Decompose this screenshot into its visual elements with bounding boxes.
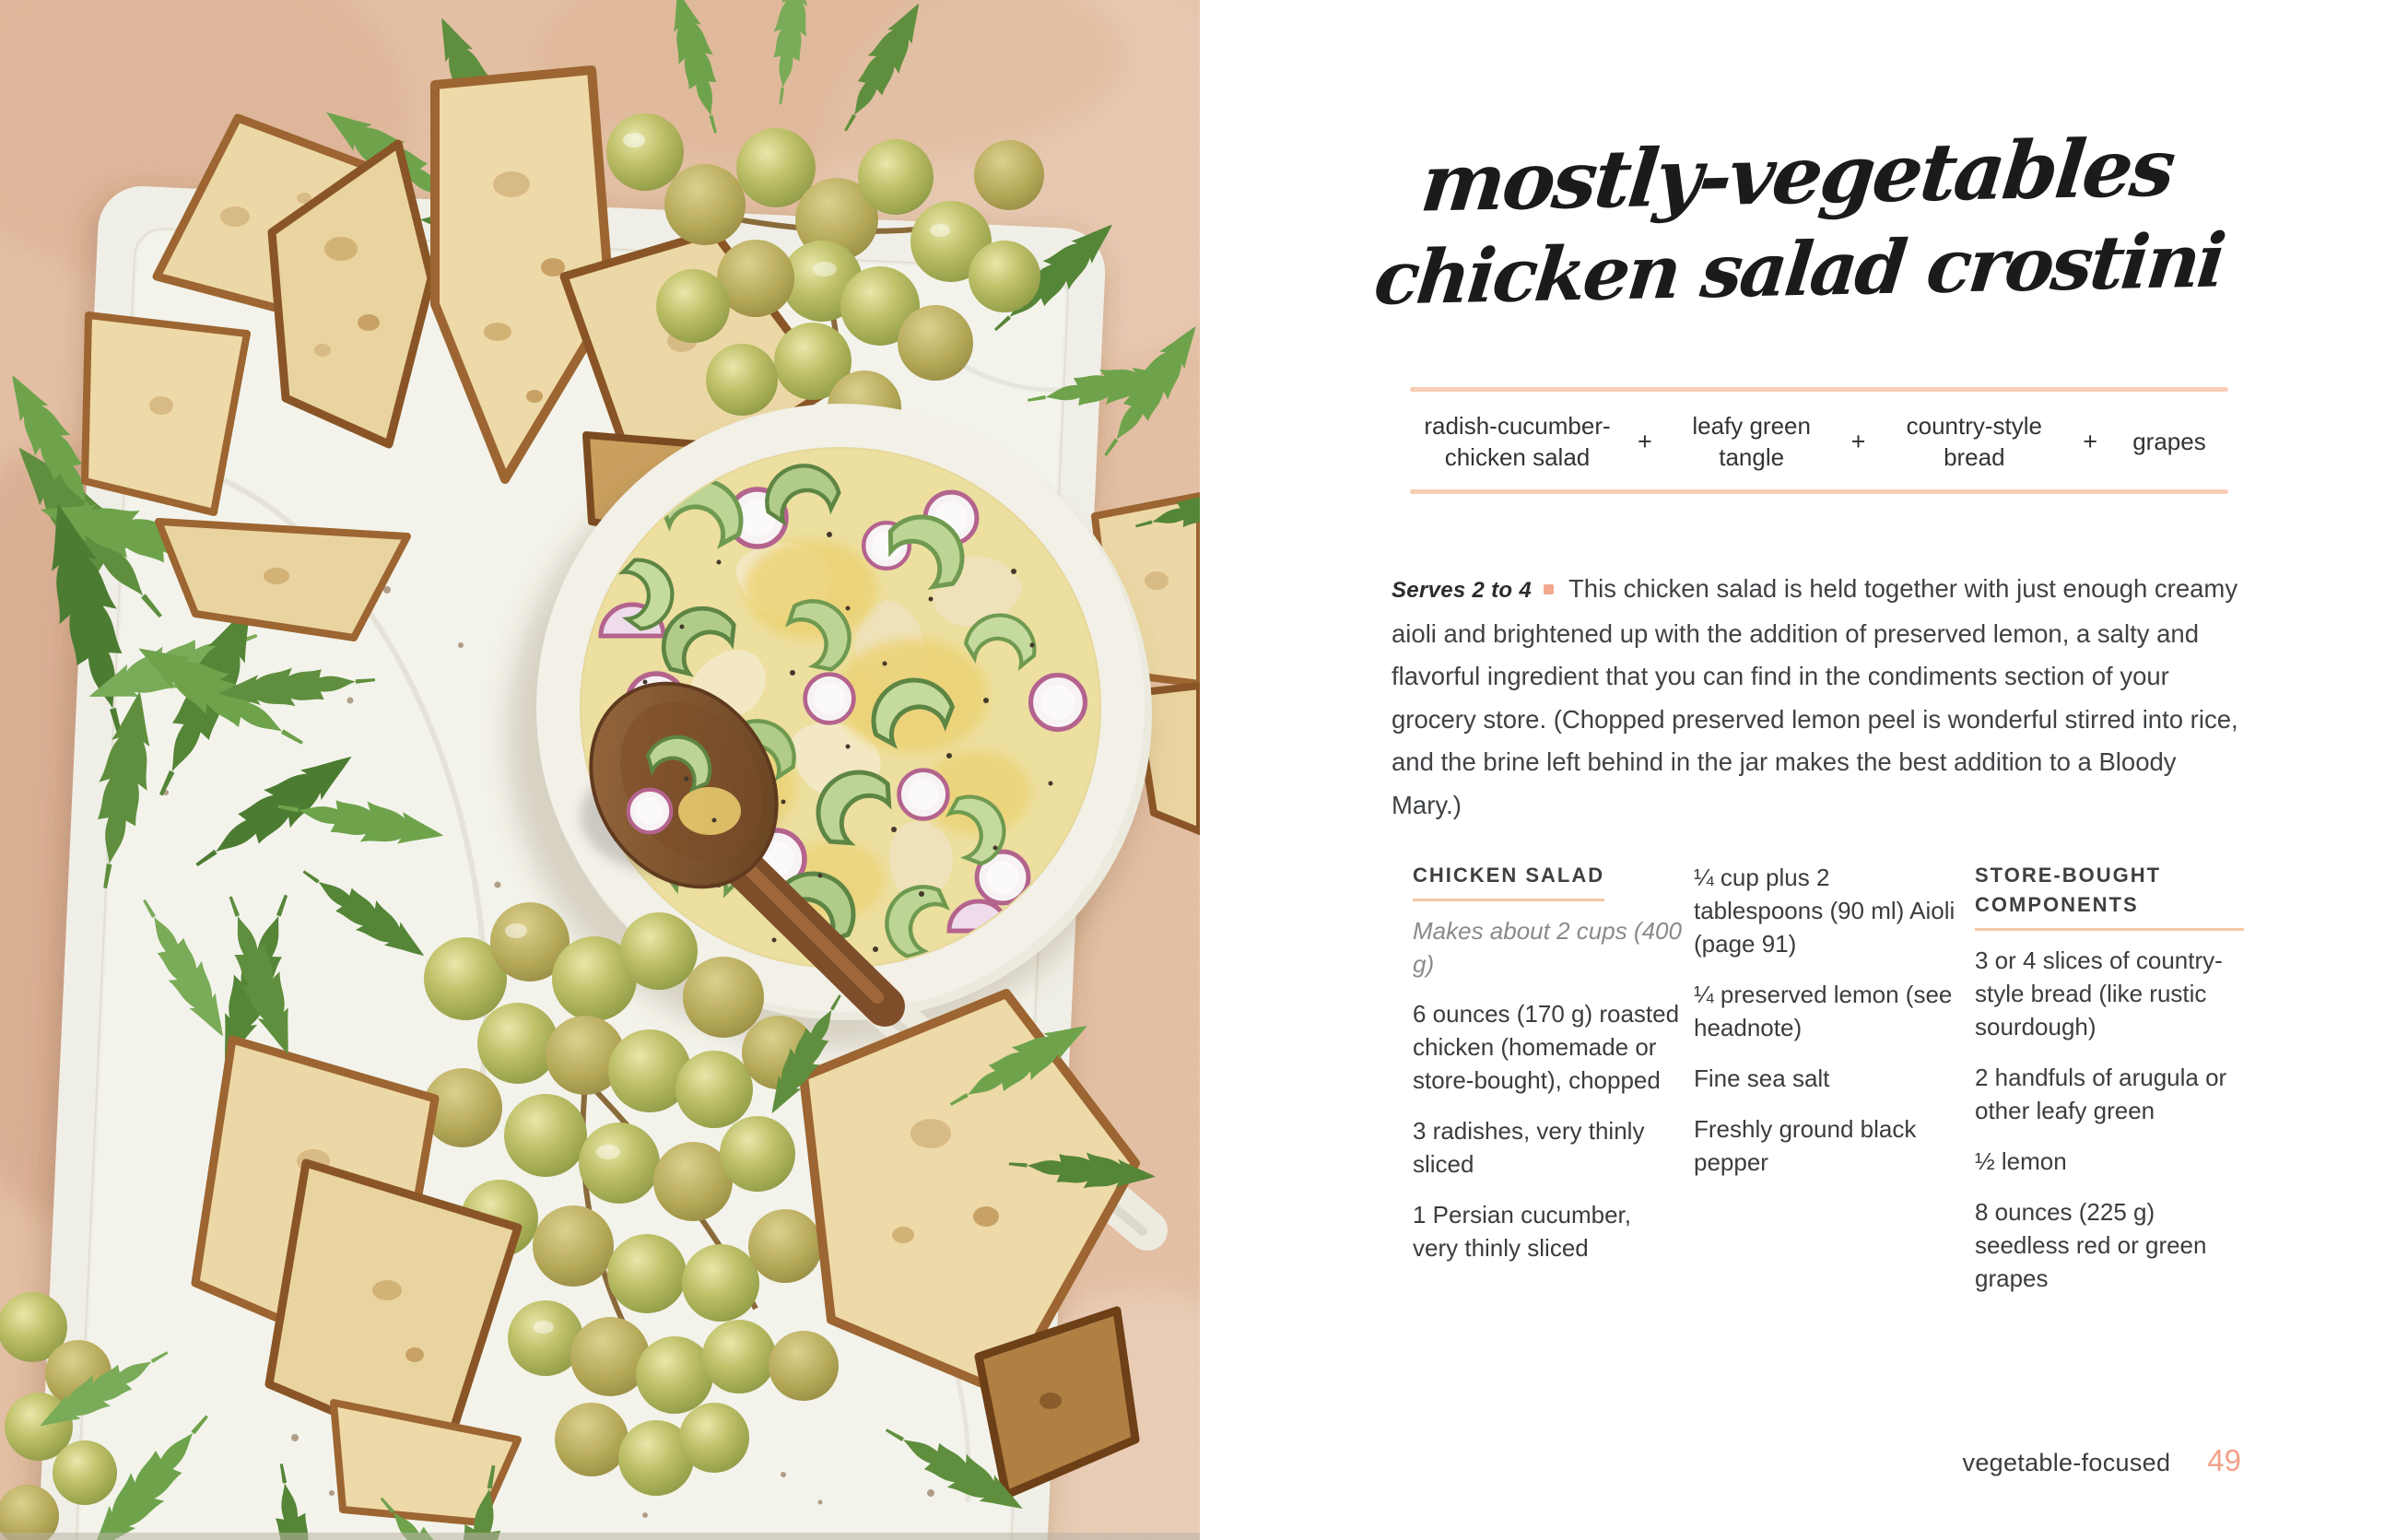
- component-label-line: grapes: [2132, 428, 2206, 455]
- ingredient-item: 3 radishes, very thinly sliced: [1413, 1117, 1645, 1178]
- page-footer: [1963, 1443, 2241, 1478]
- headnote-text: This chicken salad is held together with just enough creamy aioli and brightened up with the addition of preserved lemon, a salty and flavorful ingredient that you can find in the condiments section of your grocery store. (Chopped preserved lemon peel is wonderful stirred into rice, and the brine left behind in the jar makes the best addition to a Bloody Mary.): [1392, 574, 2238, 819]
- component-label-line: bread: [1944, 443, 2005, 471]
- component-label-line: chicken salad: [1444, 443, 1591, 471]
- ingredient-column-store-bought: [1975, 861, 2244, 1312]
- component-bread: [1882, 410, 2066, 473]
- component-label-line: tangle: [1719, 443, 1785, 471]
- recipe-title-line1: mostly-vegetables: [1416, 121, 2178, 231]
- component-label-line: leafy green: [1692, 412, 1811, 440]
- ingredient-item: ½ lemon: [1975, 1147, 2067, 1175]
- ingredient-item: Fine sea salt: [1694, 1064, 1830, 1092]
- ingredient-column-chicken-salad: [1413, 861, 1682, 1282]
- plus-separator: +: [1850, 427, 1866, 455]
- plus-separator: +: [2083, 427, 2098, 455]
- yield-note: Makes about 2 cups (400 g): [1413, 917, 1682, 978]
- column-header: CHICKEN SALAD: [1413, 861, 1604, 901]
- recipe-page: [1200, 0, 2396, 1540]
- ingredient-item: 8 ounces (225 g) seedless red or green grapes: [1975, 1198, 2207, 1292]
- headnote-paragraph: [1392, 568, 2241, 827]
- ingredient-item: 6 ounces (170 g) roasted chicken (homemade or store-bought), chopped: [1413, 1000, 1680, 1094]
- component-label-line: radish-cucumber-: [1424, 412, 1611, 440]
- ingredient-column-middle: [1694, 861, 1963, 1196]
- components-rule-bottom: [1410, 489, 2228, 494]
- ingredient-item: ¼ preserved lemon (see headnote): [1694, 981, 1953, 1041]
- component-label-line: country-style: [1906, 412, 2042, 440]
- bullet-square-icon: [1544, 584, 1554, 594]
- components-row: [1410, 392, 2228, 489]
- recipe-title-line2: chicken salad crostini: [1370, 217, 2227, 323]
- ingredient-item: 2 handfuls of arugula or other leafy green: [1975, 1064, 2227, 1124]
- photo-bottom-edge: [0, 1533, 1200, 1540]
- recipe-title: [1198, 116, 2396, 327]
- plus-separator: +: [1637, 427, 1652, 455]
- components-bar: [1410, 387, 2228, 494]
- component-leafy-green: [1669, 410, 1835, 473]
- serves-label: Serves 2 to 4: [1392, 578, 1532, 603]
- column-header: STORE-BOUGHT COMPONENTS: [1975, 861, 2244, 931]
- section-label: vegetable-focused: [1962, 1449, 2171, 1476]
- ingredient-item: 3 or 4 slices of country-style bread (like rustic sourdough): [1975, 946, 2223, 1040]
- page-number: 49: [2207, 1443, 2241, 1477]
- component-grapes: [2114, 426, 2225, 457]
- component-chicken-salad: [1414, 410, 1621, 473]
- ingredient-item: Freshly ground black pepper: [1694, 1115, 1917, 1176]
- ingredient-item: ¼ cup plus 2 tablespoons (90 ml) Aioli (page 91): [1694, 864, 1956, 958]
- ingredient-item: 1 Persian cucumber, very thinly sliced: [1413, 1201, 1632, 1262]
- ingredient-columns: [1200, 861, 2396, 1303]
